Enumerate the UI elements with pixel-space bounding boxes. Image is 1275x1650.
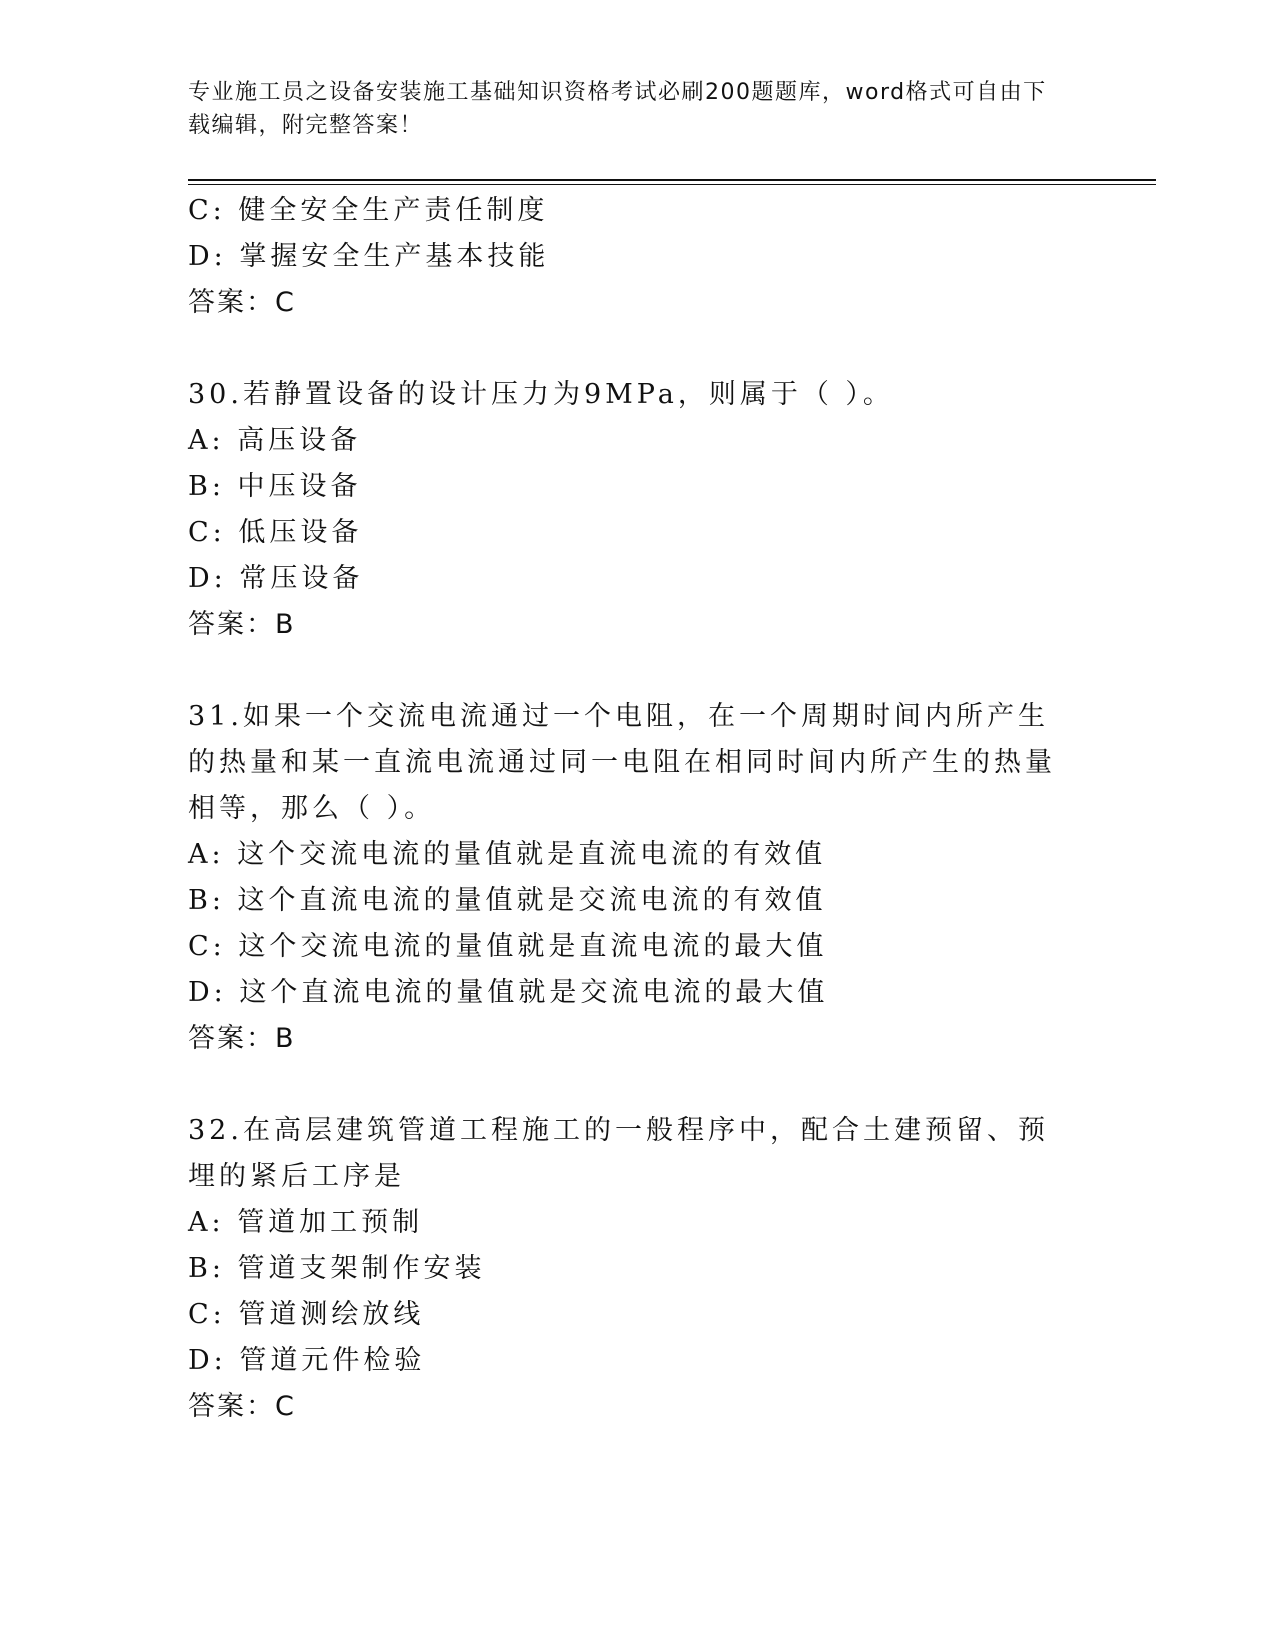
document-body [188,188,1088,1430]
answer-line: 答案：C [188,287,296,318]
spacer [188,1062,1088,1108]
option-c: C: 管道测绘放线 [188,1299,425,1330]
option-c: C: 这个交流电流的量值就是直流电流的最大值 [188,931,828,962]
answer-line: 答案：B [188,609,296,640]
document-header: 专业施工员之设备安装施工基础知识资格考试必刷200题题库，word格式可自由下载编辑，附完整答案！ [188,80,1047,138]
option-d: D: 掌握安全生产基本技能 [188,241,550,272]
header-rule-thick [188,179,1156,181]
answer-line: 答案：C [188,1391,296,1422]
question-stem: 30.若静置设备的设计压力为9MPa，则属于（ ）。 [188,379,894,410]
option-d: D: 常压设备 [188,563,364,594]
option-a: A: 高压设备 [188,425,362,456]
option-c: C: 健全安全生产责任制度 [188,195,549,226]
spacer [188,326,1088,372]
option-b: B: 中压设备 [188,471,362,502]
answer-line: 答案：B [188,1023,296,1054]
option-a: A: 这个交流电流的量值就是直流电流的有效值 [188,839,827,870]
option-d: D: 这个直流电流的量值就是交流电流的最大值 [188,977,829,1008]
question-stem: 32.在高层建筑管道工程施工的一般程序中，配合土建预留、预埋的紧后工序是 [188,1115,1049,1192]
option-a: A: 管道加工预制 [188,1207,424,1238]
header-rule-thin [188,184,1156,185]
option-b: B: 管道支架制作安装 [188,1253,486,1284]
option-c: C: 低压设备 [188,517,363,548]
question-stem: 31.如果一个交流电流通过一个电阻，在一个周期时间内所产生的热量和某一直流电流通过同一电阻在相同时间内所产生的热量相等，那么（ ）。 [188,701,1056,824]
option-d: D: 管道元件检验 [188,1345,426,1376]
question-32 [188,1108,1088,1430]
spacer [188,648,1088,694]
carryover-question [188,188,1088,326]
question-30 [188,372,1088,648]
option-b: B: 这个直流电流的量值就是交流电流的有效值 [188,885,827,916]
question-31 [188,694,1088,1062]
